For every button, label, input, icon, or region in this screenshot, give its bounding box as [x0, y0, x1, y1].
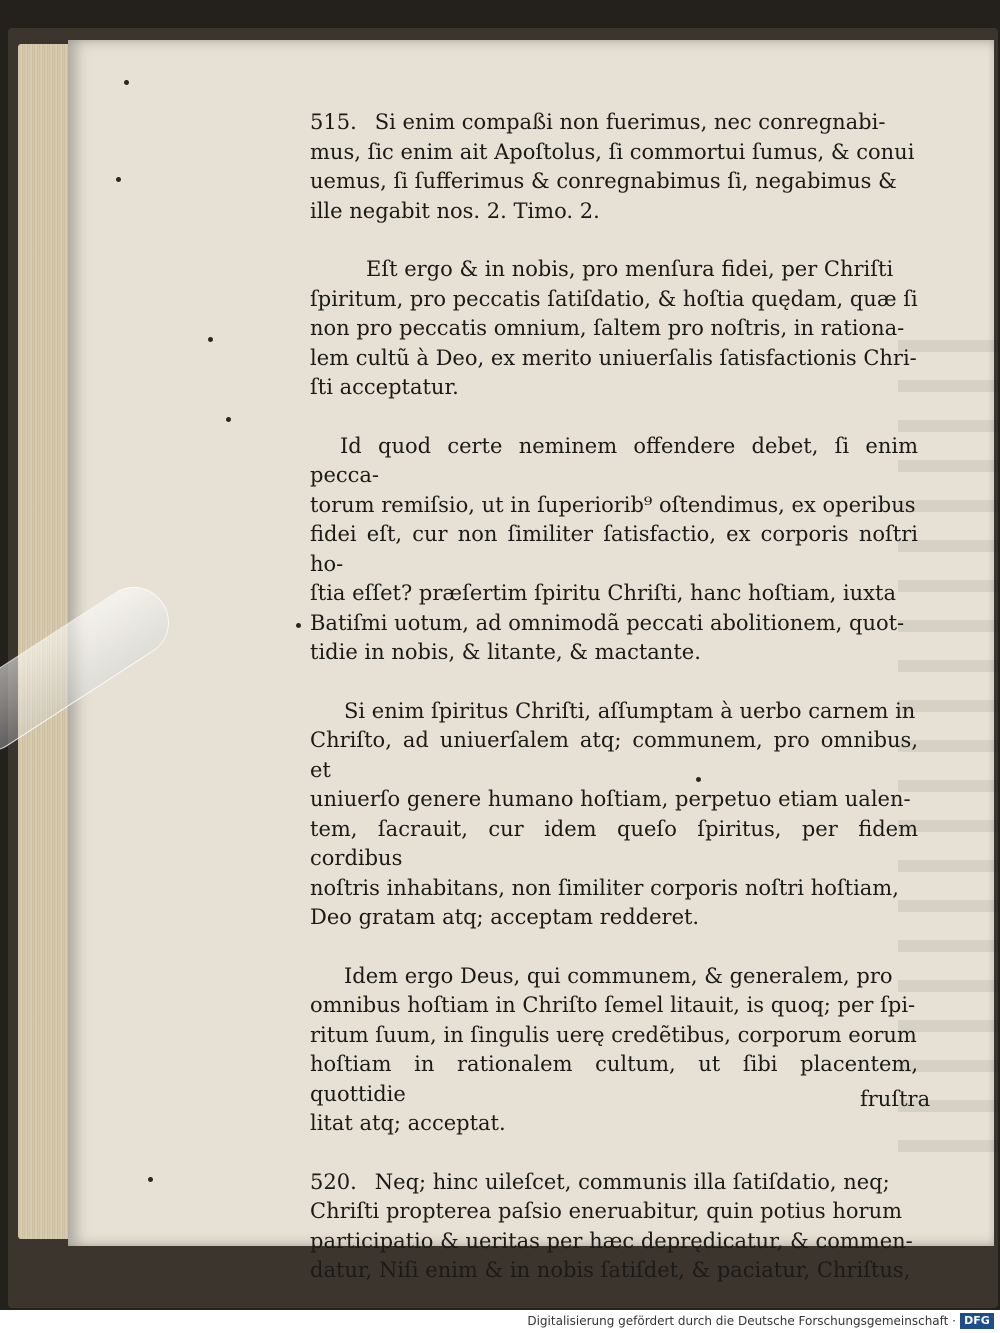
margin-mark: [148, 1177, 153, 1182]
paragraph-text: Id quod certe neminem offendere debet, ſi enim pecca- torum remiſsio, ut in ſuperiorib⁹ oſtendimus, ex operibus fidei eſt, cur non ſimiliter ſatisfactio, ex corporis noſtri ho- ſtia eſſet? præſertim ſpiritu Chriſti, hanc hoſtiam, iuxta Batiſmi uotum, ad omnimodã peccati abolitionem, quot- tidie in nobis, & litante, & mactante.: [310, 433, 918, 664]
paragraph-text: Eſt ergo & in nobis, pro menſura fidei, per Chriſti ſpiritum, pro peccatis ſatiſdatio, & hoſtia quędam, quæ ſi non pro peccatis omnium, ſaltem pro noſtris, in rationa- lem cultũ à Deo, ex merito uniuerſalis ſatisfactionis Chri- ſti acceptatur.: [310, 257, 918, 399]
marginal-number: 515.: [310, 110, 357, 134]
margin-mark: [296, 623, 301, 628]
digitization-footer: [0, 1310, 1000, 1333]
dfg-logo: DFG: [960, 1313, 994, 1329]
margin-mark: [124, 80, 129, 85]
paragraph: [310, 432, 918, 668]
paragraph: [310, 1168, 918, 1286]
paragraph: [310, 255, 918, 403]
margin-mark: [116, 177, 121, 182]
paragraph: [310, 962, 918, 1139]
funding-credit: Digitalisierung gefördert durch die Deutsche Forschungsgemeinschaft ·: [527, 1314, 956, 1328]
paragraph: [310, 108, 918, 226]
paragraph-text: Si enim compaßi non fuerimus, nec conregnabi- mus, ſic enim ait Apoſtolus, ſi commortui ſumus, & conui uemus, ſi ſufferimus & conregnabimus ſi, negabimus & ille negabit nos. 2. Timo. 2.: [310, 110, 915, 223]
paragraph-text: Idem ergo Deus, qui communem, & generalem, pro omnibus hoſtiam in Chriſto ſemel litauit, is quoq; per ſpi- ritum ſuum, in ſingulis uerę credẽtibus, corporum eorum hoſtiam in rationalem cultum, ut ſibi placentem, quottidie litat atq; acceptat.: [310, 963, 918, 1135]
catchword: fruſtra: [860, 1087, 931, 1111]
paragraph-text: Si enim ſpiritus Chriſti, aſſumptam à uerbo carnem in Chriſto, ad uniuerſalem atq; communem, pro omnibus, et uniuerſo genere humano hoſtiam, perpetuo etiam ualen- tem, ſacrauit, cur idem queſo ſpiritus, per fidem cordibus noſtris inhabitans, non ſimiliter corporis noſtri hoſtiam, Deo gratam atq; acceptam redderet.: [310, 698, 918, 929]
paragraph: [310, 697, 918, 933]
page-text: [310, 108, 918, 1315]
paragraph-text: Neq; hinc uileſcet, communis illa ſatiſdatio, neq; Chriſti propterea paſsio eneruabitur, quin potius horum participatio & ueritas per hæc deprędicatur, & commen- datur, Niſi enim & in nobis ſatiſdet, & paciatur, Chriſtus,: [310, 1169, 913, 1282]
margin-mark: [208, 337, 213, 342]
marginal-number: 520.: [310, 1169, 357, 1194]
margin-mark: [226, 417, 231, 422]
